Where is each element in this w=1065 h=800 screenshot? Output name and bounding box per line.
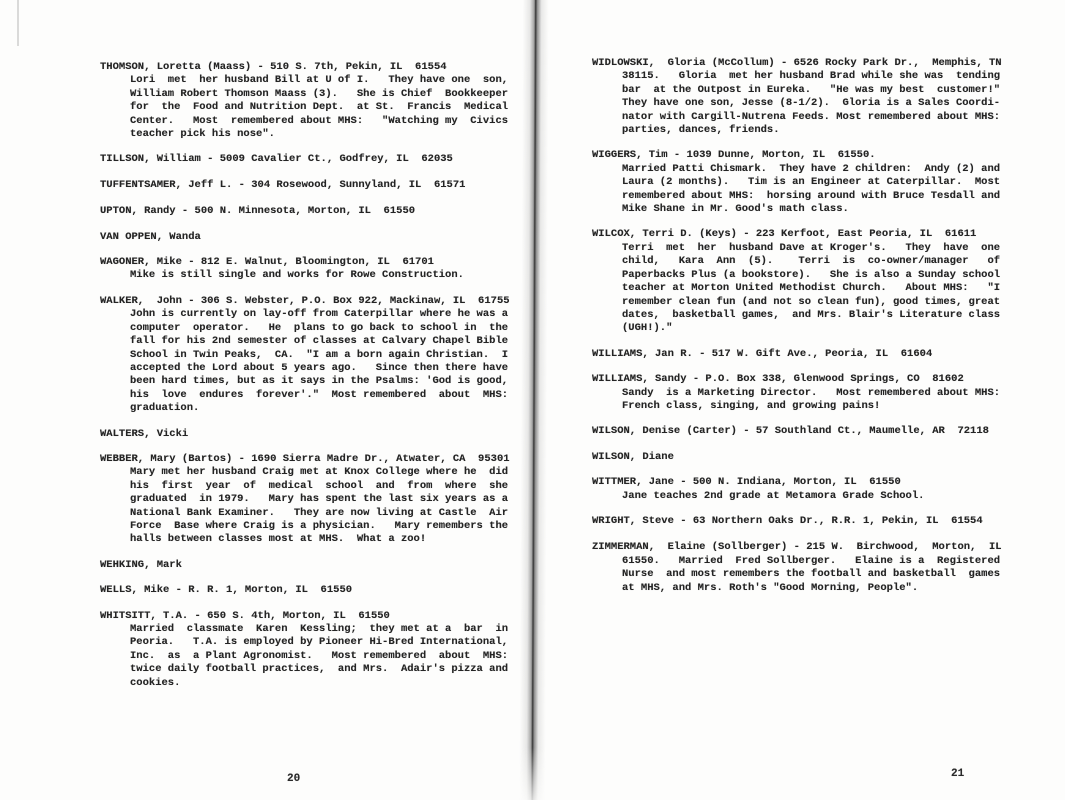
directory-entry: [592, 515, 1002, 528]
entry-name-line: WILCOX, Terri D. (Keys) - 223 Kerfoot, East Peoria, IL 61611: [592, 228, 977, 241]
entry-detail-line: Terri met her husband Dave at Kroger's. They have one: [622, 241, 1001, 254]
entry-name-line: WIDLOWSKI, Gloria (McCollum) - 6526 Rocky Park Dr., Memphis, TN: [592, 57, 1002, 69]
entry-detail-line: his love endures forever'." Most remembered about MHS:: [130, 388, 509, 401]
entry-name-line: WALTERS, Vicki: [100, 427, 189, 440]
book-gutter-shadow: [519, 0, 549, 800]
entry-detail-line: National Bank Examiner. They are now living at Castle Air: [130, 506, 509, 519]
directory-entry: [592, 541, 1002, 595]
entry-detail-line: fall for his 2nd semester of classes at Calvary Chapel Bible: [130, 335, 509, 348]
entry-detail-line: Force Base where Craig is a physician. Mary remembers the: [130, 519, 509, 532]
entry-detail-line: Mary met her husband Craig met at Knox College where he did: [130, 466, 509, 479]
entry-detail-line: William Robert Thomson Maass (3). She is Chief Bookkeeper: [130, 87, 509, 100]
entry-name-line: WILLIAMS, Sandy - P.O. Box 338, Glenwood Springs, CO 81602: [592, 373, 964, 386]
entry-name-line: WELLS, Mike - R. R. 1, Morton, IL 61550: [100, 584, 353, 597]
entry-detail-line: Peoria. T.A. is employed by Pioneer Hi-Bred International,: [130, 636, 509, 649]
directory-entry: [592, 149, 1002, 216]
entry-name-line: WEHKING, Mark: [100, 558, 182, 571]
entry-name-line: WHITSITT, T.A. - 650 S. 4th, Morton, IL 61550: [100, 609, 390, 622]
entry-name-line: WILSON, Denise (Carter) - 57 Southland Ct., Maumelle, AR 72118: [592, 425, 989, 438]
directory-entry: [100, 205, 510, 218]
entry-detail-line: Sandy is a Marketing Director. Most remembered about MHS:: [622, 386, 1001, 399]
entry-detail-line: Inc. as a Plant Agronomist. Most remembered about MHS:: [130, 649, 509, 662]
page-number-left: 20: [287, 773, 301, 785]
directory-entry: [100, 231, 510, 244]
directory-entry: [592, 348, 1002, 361]
entry-detail-line: twice daily football practices, and Mrs. Adair's pizza and: [130, 663, 509, 676]
entry-detail-line: dates, basketball games, and Mrs. Blair's Literature class: [622, 308, 1001, 321]
entry-detail-line: teacher at Morton United Methodist Church. About MHS: "I: [622, 282, 1001, 295]
entry-detail-line: child, Kara Ann (5). Terri is co-owner/manager of: [622, 255, 1001, 268]
entry-detail-line: (UGH!).": [622, 322, 673, 335]
entry-detail-line: teacher pick his nose".: [130, 128, 275, 141]
entry-name-line: VAN OPPEN, Wanda: [100, 230, 201, 243]
entry-detail-line: graduation.: [130, 402, 200, 415]
entry-detail-line: Mike is still single and works for Rowe Construction.: [130, 269, 464, 282]
entry-name-line: UPTON, Randy - 500 N. Minnesota, Morton, IL 61550: [100, 205, 416, 218]
entry-detail-line: Paperbacks Plus (a bookstore). She is also a Sunday school: [622, 268, 1001, 281]
entry-detail-line: Nurse and most remembers the football and basketball games: [622, 568, 1001, 581]
entry-name-line: THOMSON, Loretta (Maass) - 510 S. 7th, Pekin, IL 61554: [100, 61, 447, 73]
directory-entry: [592, 57, 1002, 137]
entry-name-line: WIGGERS, Tim - 1039 Dunne, Morton, IL 61550.: [592, 149, 876, 162]
directory-entry: [100, 453, 510, 547]
entry-detail-line: 38115. Gloria met her husband Brad while she was tending: [622, 70, 1001, 83]
entry-detail-line: Lori met her husband Bill at U of I. They have one son,: [130, 74, 509, 87]
entry-detail-line: parties, dances, friends.: [622, 124, 780, 137]
entry-detail-line: been hard times, but as it says in the Psalms: 'God is good,: [130, 375, 509, 388]
entry-name-line: TUFFENTSAMER, Jeff L. - 304 Rosewood, Sunnyland, IL 61571: [100, 178, 466, 191]
directory-entry: [592, 425, 1002, 438]
entry-detail-line: for the Food and Nutrition Dept. at St. Francis Medical: [130, 101, 509, 114]
entry-detail-line: at MHS, and Mrs. Roth's "Good Morning, People".: [622, 581, 919, 594]
entry-detail-line: Center. Most remembered about MHS: "Watching my Civics: [130, 114, 509, 127]
scan-edge-artifact: [17, 0, 19, 46]
directory-entry: [100, 179, 510, 192]
entry-name-line: WILLIAMS, Jan R. - 517 W. Gift Ave., Peoria, IL 61604: [592, 347, 933, 360]
entry-detail-line: computer operator. He plans to go back to school in the: [130, 321, 509, 334]
left-page-entries: [100, 61, 510, 702]
entry-detail-line: Jane teaches 2nd grade at Metamora Grade School.: [622, 489, 925, 502]
directory-entry: [100, 61, 510, 141]
entry-name-line: WALKER, John - 306 S. Webster, P.O. Box 922, Mackinaw, IL 61755: [100, 294, 510, 307]
right-page-entries: [592, 57, 1002, 607]
directory-entry: [592, 373, 1002, 413]
directory-entry: [100, 153, 510, 166]
entry-detail-line: remember clean fun (and not so clean fun), good times, great: [622, 295, 1001, 308]
entry-detail-line: his first year of medical school and from where she: [130, 479, 509, 492]
page-number-right: 21: [951, 768, 965, 780]
entry-detail-line: John is currently on lay-off from Caterpillar where he was a: [130, 308, 509, 321]
directory-entry: [100, 584, 510, 597]
entry-detail-line: nator with Cargill-Nutrena Feeds. Most remembered about MHS:: [622, 110, 1001, 123]
entry-detail-line: They have one son, Jesse (8-1/2). Gloria is a Sales Coordi-: [622, 97, 1001, 110]
directory-entry: [100, 610, 510, 690]
entry-name-line: WRIGHT, Steve - 63 Northern Oaks Dr., R.R. 1, Pekin, IL 61554: [592, 514, 983, 527]
entry-detail-line: bar at the Outpost in Eureka. "He was my best customer!": [622, 83, 1001, 96]
directory-entry: [592, 228, 1002, 335]
directory-entry: [100, 256, 510, 283]
entry-detail-line: remembered about MHS: horsing around with Bruce Tesdall and: [622, 189, 1001, 202]
entry-detail-line: cookies.: [130, 676, 181, 689]
entry-name-line: WAGONER, Mike - 812 E. Walnut, Bloomington, IL 61701: [100, 256, 434, 269]
entry-detail-line: School in Twin Peaks, CA. "I am a born again Christian. I: [130, 348, 509, 361]
entry-detail-line: accepted the Lord about 5 years ago. Since then there have: [130, 361, 509, 374]
directory-entry: [592, 451, 1002, 464]
directory-entry: [100, 559, 510, 572]
directory-entry: [100, 295, 510, 416]
entry-detail-line: 61550. Married Fred Sollberger. Elaine is a Registered: [622, 554, 1001, 567]
directory-entry: [592, 476, 1002, 503]
directory-entry: [100, 428, 510, 441]
entry-name-line: TILLSON, William - 5009 Cavalier Ct., Godfrey, IL 62035: [100, 153, 453, 166]
entry-name-line: ZIMMERMAN, Elaine (Sollberger) - 215 W. Birchwood, Morton, IL: [592, 541, 1002, 554]
entry-detail-line: Laura (2 months). Tim is an Engineer at Caterpillar. Most: [622, 176, 1001, 189]
entry-detail-line: Married classmate Karen Kessling; they met at a bar in: [130, 623, 509, 635]
entry-name-line: WILSON, Diane: [592, 450, 674, 463]
entry-detail-line: French class, singing, and growing pains!: [622, 399, 881, 412]
entry-detail-line: Married Patti Chismark. They have 2 children: Andy (2) and: [622, 162, 1001, 175]
entry-detail-line: graduated in 1979. Mary has spent the last six years as a: [130, 493, 509, 506]
entry-name-line: WITTMER, Jane - 500 N. Indiana, Morton, IL 61550: [592, 476, 901, 489]
entry-name-line: WEBBER, Mary (Bartos) - 1690 Sierra Madre Dr., Atwater, CA 95301: [100, 452, 510, 465]
entry-detail-line: Mike Shane in Mr. Good's math class.: [622, 203, 849, 216]
entry-detail-line: halls between classes most at MHS. What a zoo!: [130, 533, 427, 546]
